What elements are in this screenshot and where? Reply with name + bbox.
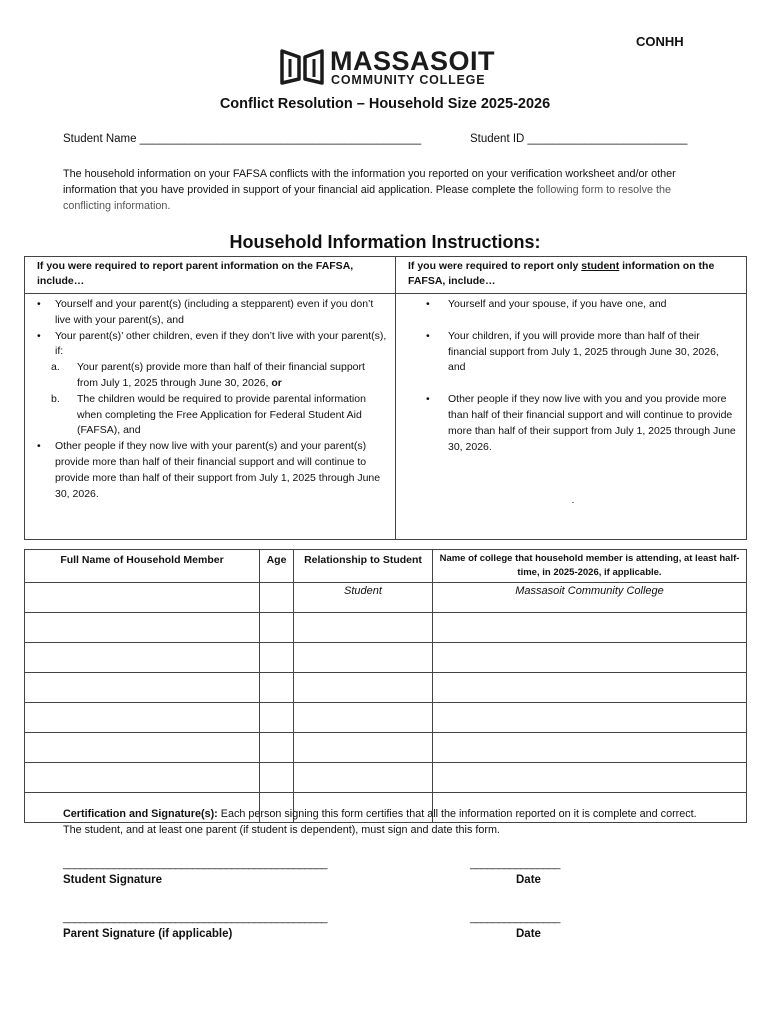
cell-college[interactable]	[433, 643, 747, 673]
intro-main: The household information on your FAFSA conflicts with the information you reported on your verification worksheet and/or other information that you have provided in support of your financial aid application. Please complete the	[63, 168, 676, 196]
header-relationship: Relationship to Student	[294, 550, 433, 583]
cell-college[interactable]	[433, 733, 747, 763]
cell-college[interactable]	[433, 673, 747, 703]
header-college: Name of college that household member is attending, at least half-time, in 2025-2026, if applicable.	[433, 550, 747, 583]
list-item	[408, 329, 738, 376]
bullet-icon: •	[426, 298, 430, 310]
header-age: Age	[260, 550, 294, 583]
student-date-line[interactable]: ________________	[470, 858, 560, 870]
cell-age[interactable]	[260, 673, 294, 703]
trailing-period: .	[571, 494, 575, 507]
table-row	[25, 763, 747, 793]
intro-paragraph	[63, 166, 713, 214]
table-row	[25, 613, 747, 643]
header-name: Full Name of Household Member	[25, 550, 260, 583]
cell-age[interactable]	[260, 703, 294, 733]
logo-name: MASSASOIT	[330, 46, 496, 76]
logo-subtitle: COMMUNITY COLLEGE	[331, 73, 486, 87]
table-row	[25, 583, 747, 613]
bullet-icon: •	[37, 298, 41, 310]
cell-college[interactable]: Massasoit Community College	[433, 583, 747, 613]
intro-tail: following form to resolve the conflicting information.	[63, 184, 671, 212]
sub-list-item	[37, 360, 387, 392]
bullet-icon: •	[426, 329, 430, 342]
cell-college[interactable]	[433, 703, 747, 733]
cell-relationship[interactable]	[294, 763, 433, 793]
parent-date-label: Date	[516, 928, 541, 940]
bullet-icon: •	[37, 329, 41, 342]
cell-relationship[interactable]	[294, 703, 433, 733]
cell-relationship[interactable]	[294, 613, 433, 643]
list-item	[37, 329, 387, 361]
certification-text	[63, 806, 713, 838]
cell-age[interactable]	[260, 643, 294, 673]
sub-label: a.	[51, 361, 60, 374]
table-row	[25, 703, 747, 733]
student-date-label: Date	[516, 874, 541, 886]
cell-relationship[interactable]: Student	[294, 583, 433, 613]
cell-college[interactable]	[433, 763, 747, 793]
list-item-text: Your parent(s)’ other children, even if they don’t live with your parent(s), if:	[55, 329, 387, 358]
student-signature-line[interactable]: _______________________________________________	[63, 858, 328, 870]
parent-signature-label: Parent Signature (if applicable)	[63, 928, 233, 940]
sub-text: The children would be required to provide parental information when completing the Free Application for Federal Student Aid (FAFSA), and	[77, 392, 366, 437]
parent-header: If you were required to report parent information on the FAFSA, include…	[25, 257, 396, 294]
student-instructions	[396, 294, 747, 540]
cell-relationship[interactable]	[294, 733, 433, 763]
form-code: CONHH	[636, 34, 684, 49]
list-item	[37, 297, 387, 329]
sub-or: or	[271, 376, 282, 389]
sub-text: Your parent(s) provide more than half of their financial support from July 1, 2025 through June 30, 2026,	[77, 361, 365, 389]
list-item	[408, 392, 738, 455]
cell-name[interactable]	[25, 583, 260, 613]
certification-label: Certification and Signature(s):	[63, 808, 218, 820]
cell-college[interactable]	[433, 613, 747, 643]
student-header-post: information on the FAFSA, include…	[408, 260, 715, 287]
list-item-text: Your children, if you will provide more than half of their financial support from July 1, 2025 through June 30, 2026, and	[448, 329, 719, 374]
sub-label: b.	[51, 392, 60, 405]
table-row	[25, 643, 747, 673]
household-table	[24, 549, 747, 823]
cell-age[interactable]	[260, 613, 294, 643]
cell-relationship[interactable]	[294, 673, 433, 703]
college-logo-icon	[279, 47, 325, 87]
student-header-underlined: student	[581, 260, 620, 272]
list-item	[408, 297, 738, 313]
table-row	[25, 733, 747, 763]
list-item-text: Yourself and your spouse, if you have one, and	[448, 298, 667, 310]
parent-date-line[interactable]: ________________	[470, 912, 560, 924]
cell-age[interactable]	[260, 763, 294, 793]
cell-name[interactable]	[25, 643, 260, 673]
student-header-pre: If you were required to report only	[408, 260, 582, 272]
cell-name[interactable]	[25, 763, 260, 793]
cell-relationship[interactable]	[294, 643, 433, 673]
list-item	[37, 439, 387, 502]
bullet-icon: •	[37, 440, 41, 453]
list-item-text: Other people if they now live with your parent(s) and your parent(s) provide more than half of their financial support and will continue to provide more than half of their support from July 1, 2025 through June 30, 2026.	[55, 440, 381, 500]
cell-age[interactable]	[260, 733, 294, 763]
parent-signature-line[interactable]: _______________________________________________	[63, 912, 328, 924]
parent-instructions	[25, 294, 396, 540]
page-title: Conflict Resolution – Household Size 2025-2026	[219, 96, 551, 112]
cell-name[interactable]	[25, 733, 260, 763]
cell-name[interactable]	[25, 703, 260, 733]
cell-name[interactable]	[25, 673, 260, 703]
student-id-field[interactable]: Student ID _________________________	[470, 133, 688, 145]
list-item-text: Other people if they now live with you and you provide more than half of their financial support and will continue to provide more than half of their support from July 1, 2025 through June 30, 2026.	[448, 393, 736, 453]
student-name-field[interactable]: Student Name ____________________________________________	[63, 133, 422, 145]
list-item-text: Yourself and your parent(s) (including a stepparent) even if you don’t live with your parent(s), and	[55, 298, 374, 326]
student-signature-label: Student Signature	[63, 874, 163, 886]
sub-list-item	[37, 392, 387, 439]
certification-body: Each person signing this form certifies that all the information reported on it is complete and correct. The student, and at least one parent (if student is dependent), must sign and date this form.	[63, 808, 697, 836]
student-header	[396, 257, 747, 294]
cell-age[interactable]	[260, 583, 294, 613]
bullet-icon: •	[426, 393, 430, 406]
table-row	[25, 673, 747, 703]
cell-name[interactable]	[25, 613, 260, 643]
section-title: Household Information Instructions:	[229, 232, 541, 252]
instructions-table	[24, 256, 747, 540]
